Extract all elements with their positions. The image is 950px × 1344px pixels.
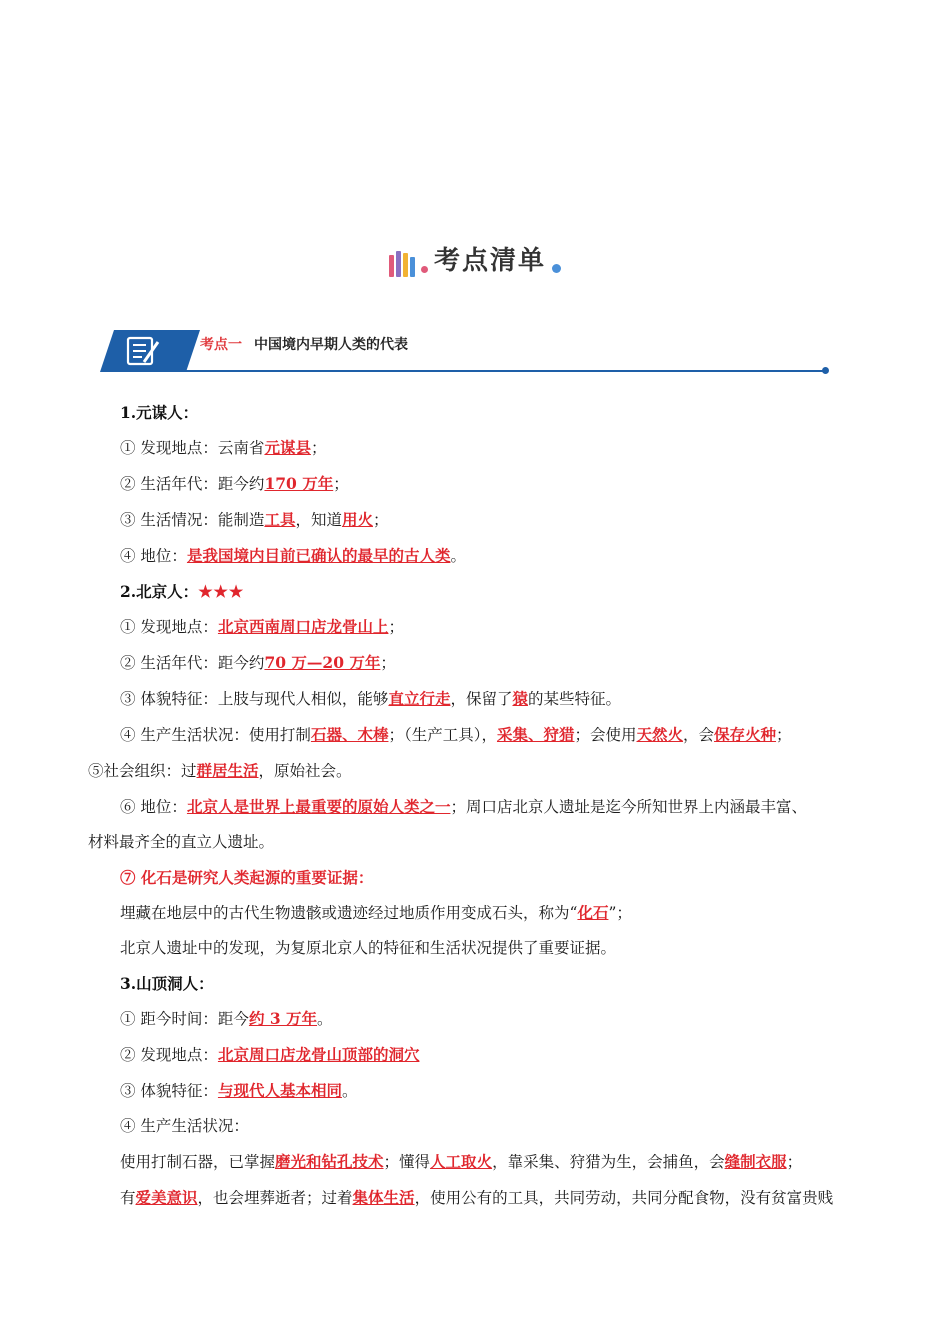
- list-item: ③ 体貌特征：与现代人基本相同。: [120, 1081, 358, 1100]
- page-header: [0, 240, 950, 281]
- list-item: ② 生活年代：距今约70 万—20 万年；: [120, 653, 396, 672]
- divider: [180, 370, 825, 372]
- list-item: ⑤社会组织：过群居生活，原始社会。: [88, 761, 352, 780]
- heading-yuanmou: 1.元谋人：: [120, 403, 199, 422]
- paragraph: 北京人遗址中的发现，为复原北京人的特征和生活状况提供了重要证据。: [120, 939, 617, 957]
- importance-stars: ★★★: [198, 582, 245, 601]
- list-item: ② 发现地点：北京周口店龙骨山顶部的洞穴: [120, 1045, 420, 1064]
- list-item: ① 发现地点：云南省元谋县；: [120, 438, 327, 457]
- page-title: 考点清单: [433, 246, 546, 276]
- list-item-continued: 材料最齐全的直立人遗址。: [88, 833, 275, 851]
- heading-beijing: 2.北京人：★★★: [120, 582, 245, 601]
- divider-end-dot: [822, 367, 829, 374]
- decor-dot-icon: [421, 266, 428, 273]
- list-item: ⑥ 地位：北京人是世界上最重要的原始人类之一；周口店北京人遗址是迄今所知世界上内涵最丰富、: [120, 797, 807, 816]
- heading-shanding: 3.山顶洞人：: [120, 974, 214, 993]
- note-edit-icon: [100, 330, 200, 372]
- content-body: [88, 395, 878, 1216]
- paragraph: 埋藏在地层中的古代生物遗骸或遗迹经过地质作用变成石头，称为“化石”；: [120, 903, 632, 922]
- books-icon: [389, 249, 415, 277]
- list-item: ① 发现地点：北京西南周口店龙骨山上；: [120, 617, 404, 636]
- section-banner: [100, 330, 830, 374]
- section-tag: 考点一: [200, 337, 242, 353]
- list-item: ③ 生活情况：能制造工具，知道用火；: [120, 510, 389, 529]
- section-title: 中国境内早期人类的代表: [254, 337, 408, 353]
- section-heading: [200, 334, 408, 354]
- list-item: ④ 生产生活状况：: [120, 1117, 249, 1135]
- list-item: ③ 体貌特征：上肢与现代人相似，能够直立行走，保留了猿的某些特征。: [120, 689, 621, 708]
- list-item: ⑦ 化石是研究人类起源的重要证据：: [120, 868, 374, 887]
- list-item: ② 生活年代：距今约170 万年；: [120, 474, 349, 493]
- list-item: ④ 地位：是我国境内目前已确认的最早的古人类。: [120, 546, 466, 565]
- paragraph: 使用打制石器，已掌握磨光和钻孔技术；懂得人工取火，靠采集、狩猎为生，会捕鱼，会缝制衣服；: [120, 1152, 803, 1171]
- paragraph: 有爱美意识，也会埋葬逝者；过着集体生活，使用公有的工具，共同劳动，共同分配食物，没有贫富贵贱: [120, 1188, 834, 1207]
- list-item: ① 距今时间：距今约 3 万年。: [120, 1009, 333, 1028]
- decor-dot-icon: [552, 264, 561, 273]
- list-item: ④ 生产生活状况：使用打制石器、木棒；（生产工具），采集、狩猎；会使用天然火，会保存火种；: [120, 725, 792, 744]
